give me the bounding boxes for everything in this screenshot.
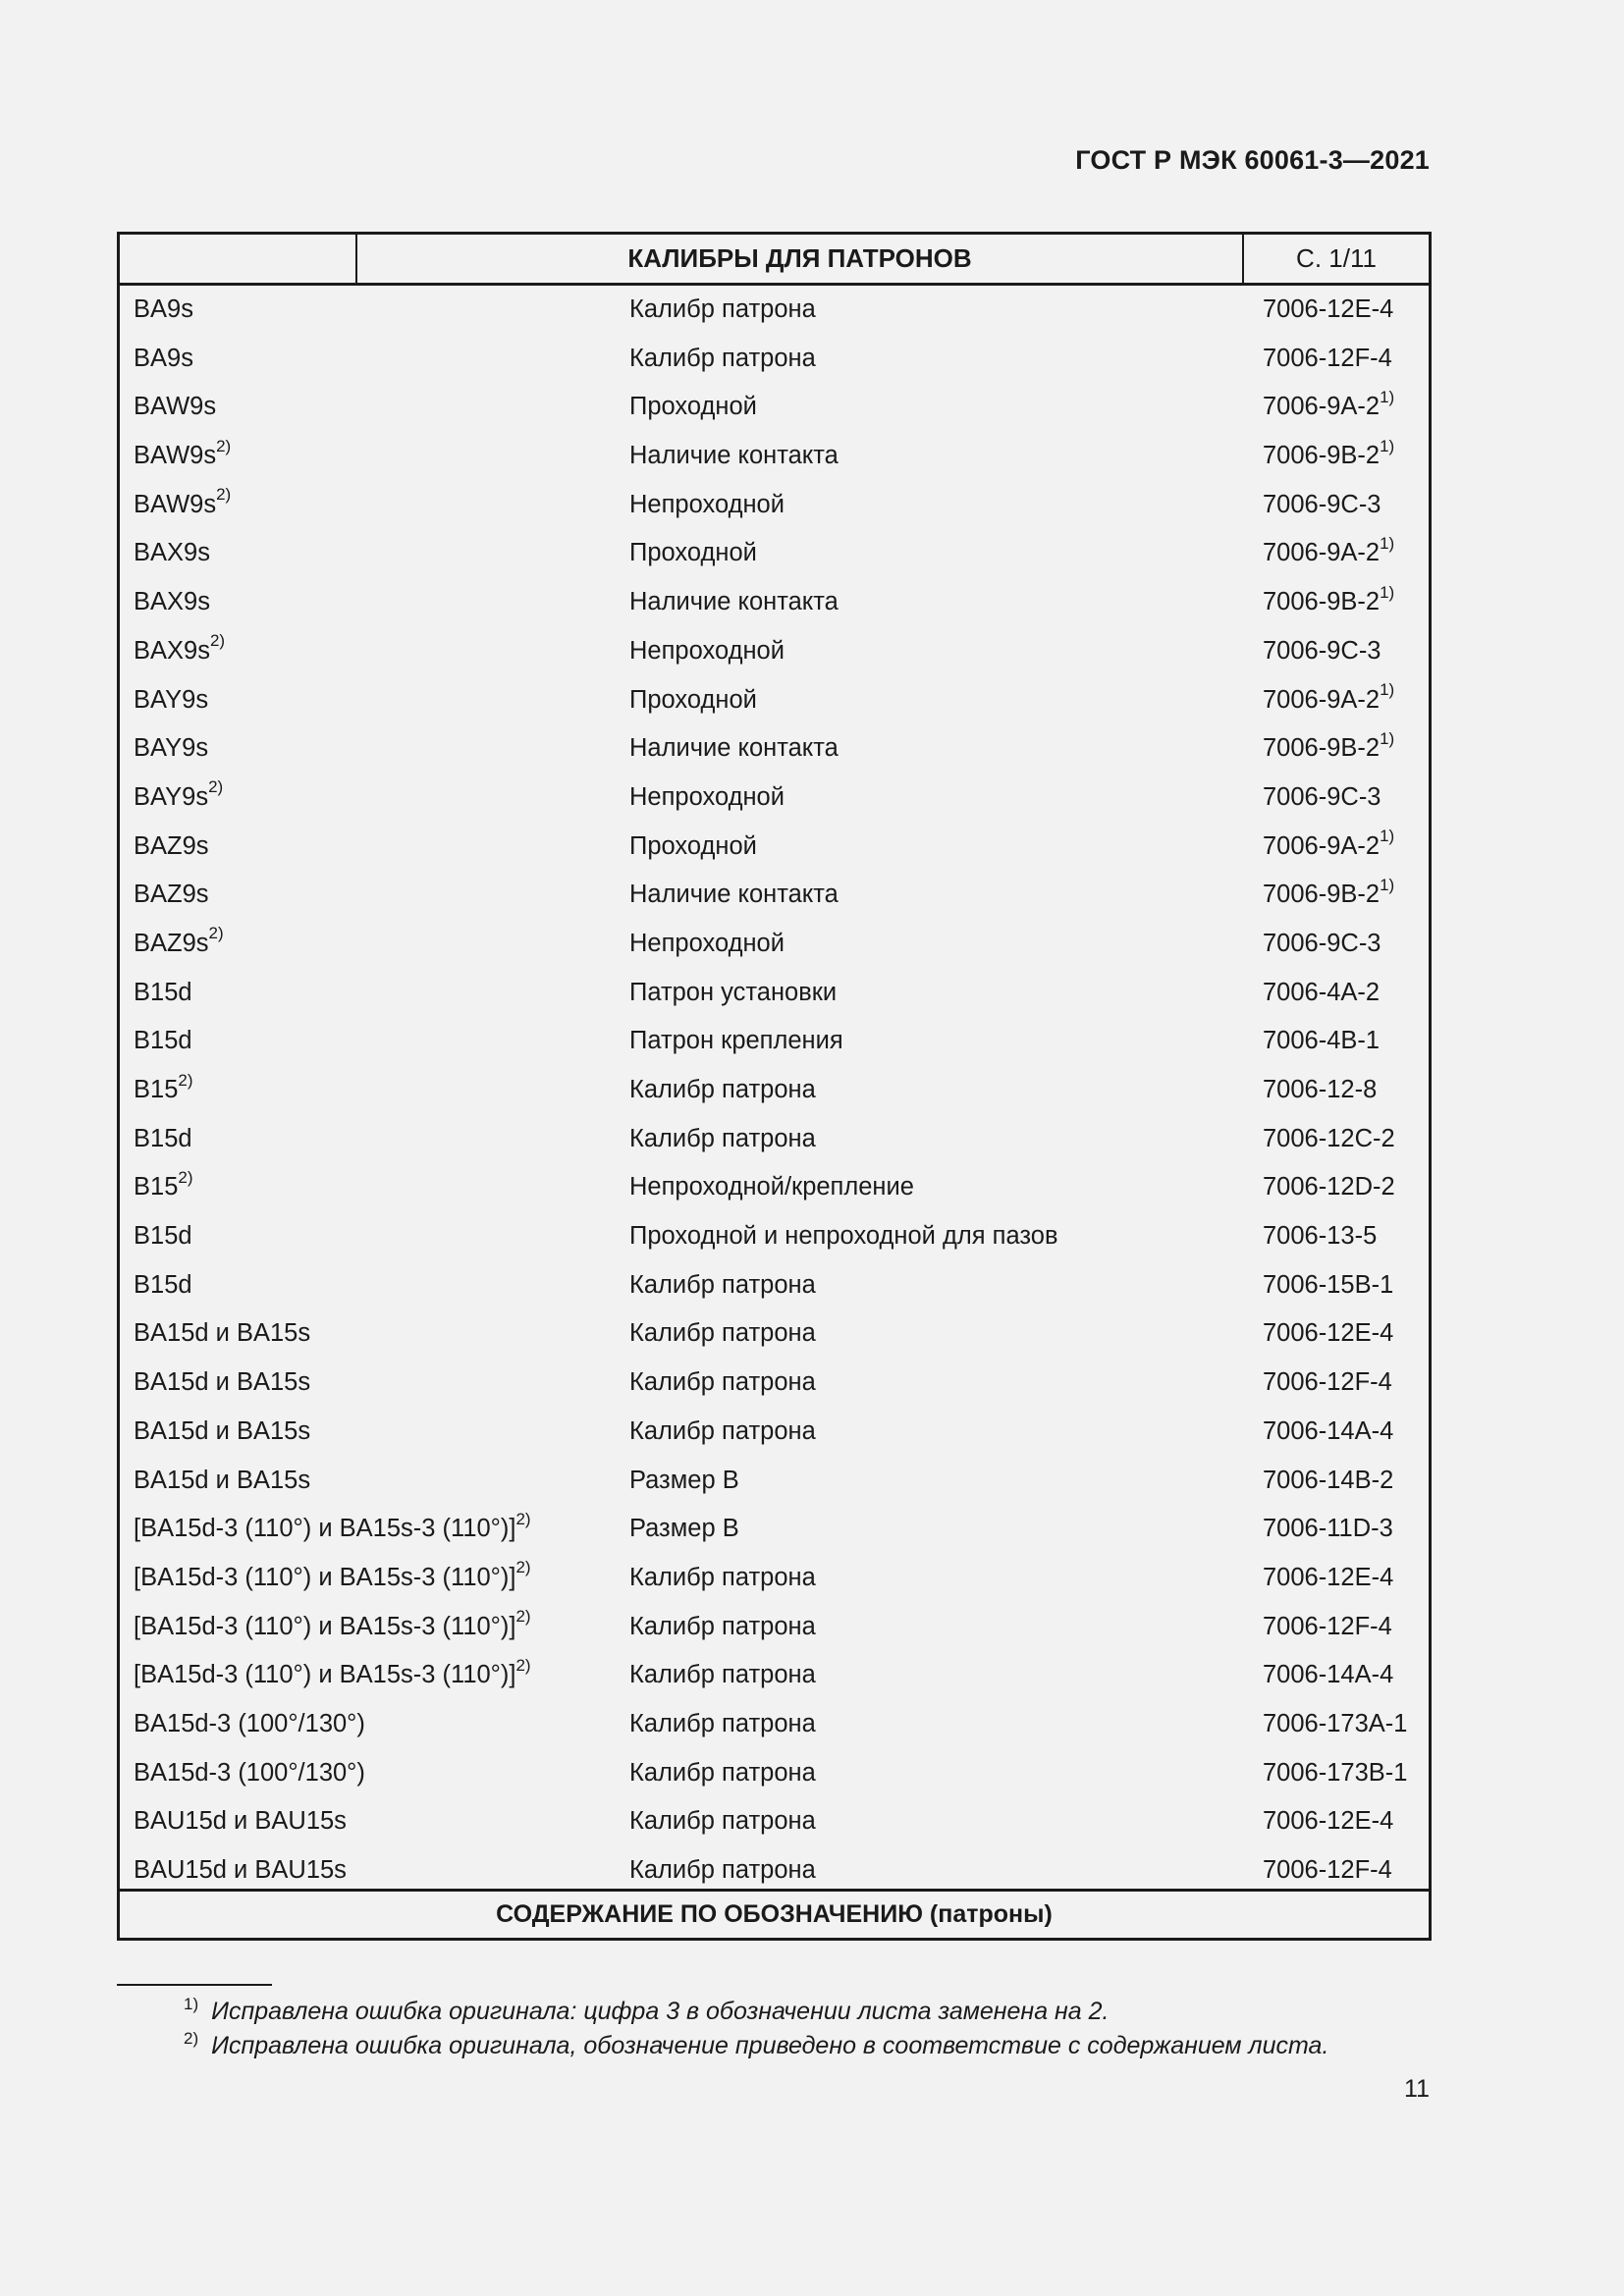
sheet-number-cell [1263, 286, 1393, 335]
cap-designation: BAW9s [134, 393, 217, 421]
sheet-number-cell [1263, 1359, 1392, 1408]
sheet-number: 7006-9B-2 [1263, 588, 1380, 616]
table-row [120, 1359, 1429, 1408]
sheet-number: 7006-11D-3 [1263, 1515, 1393, 1543]
sheet-number-cell [1263, 676, 1394, 725]
cap-designation-cell [134, 1066, 193, 1115]
sheet-number-cell [1263, 1554, 1393, 1603]
table-row [120, 1163, 1429, 1212]
table-row [120, 1457, 1429, 1506]
cap-designation-cell [134, 627, 225, 676]
gauge-description: Проходной и непроходной для пазов [629, 1222, 1058, 1251]
footnote-reference: 2) [178, 1167, 193, 1187]
sheet-number-cell [1263, 1261, 1393, 1310]
gauge-description: Калибр патрона [629, 1416, 816, 1445]
sheet-number: 7006-9C-3 [1263, 490, 1381, 518]
cap-designation: BAY9s [134, 685, 209, 714]
gauge-description: Непроходной [629, 929, 785, 957]
sheet-number: 7006-9B-2 [1263, 442, 1380, 470]
cap-designation-cell [134, 1115, 192, 1164]
cap-designation-cell [134, 529, 210, 578]
cap-designation: [BA15d-3 (110°) и BA15s-3 (110°)] [134, 1612, 516, 1640]
table-header-blank-cell [120, 235, 357, 283]
sheet-number-cell [1263, 1309, 1393, 1359]
cap-designation-cell [134, 969, 192, 1018]
cap-designation: B15d [134, 1270, 192, 1299]
sheet-number-cell [1263, 1212, 1377, 1261]
sheet-number-cell [1263, 383, 1394, 432]
sheet-number-cell [1263, 774, 1381, 823]
sheet-number: 7006-15B-1 [1263, 1270, 1394, 1299]
cap-designation-cell [134, 1749, 365, 1798]
sheet-number: 7006-12F-4 [1263, 344, 1392, 372]
sheet-number: 7006-12F-4 [1263, 1856, 1392, 1884]
gauge-description: Наличие контакта [629, 734, 839, 763]
cap-designation: BAZ9s [134, 929, 209, 957]
cap-designation: BAZ9s [134, 881, 209, 909]
cap-designation-cell [134, 1017, 192, 1066]
gauge-description: Калибр патрона [629, 1807, 816, 1836]
sheet-number-cell [1263, 1749, 1407, 1798]
cap-designation: [BA15d-3 (110°) и BA15s-3 (110°)] [134, 1515, 516, 1543]
gauge-description: Проходной [629, 393, 757, 421]
sheet-number: 7006-9A-2 [1263, 685, 1380, 714]
gauge-description: Размер B [629, 1466, 739, 1494]
cap-designation-cell [134, 383, 216, 432]
footnote-reference: 1) [1380, 728, 1395, 748]
table-row [120, 724, 1429, 774]
sheet-number-cell [1263, 724, 1394, 774]
gauge-description: Непроходной/крепление [629, 1173, 914, 1201]
gauge-description: Калибр патрона [629, 1612, 816, 1640]
sheet-number-cell [1263, 529, 1394, 578]
gauge-description: Калибр патрона [629, 1563, 816, 1591]
cap-designation: BAZ9s [134, 831, 209, 860]
sheet-number-cell [1263, 627, 1381, 676]
footnote-divider [117, 1984, 272, 1986]
table-row [120, 627, 1429, 676]
table-body [120, 286, 1429, 1896]
cap-designation: BA15d и BA15s [134, 1368, 311, 1397]
footnote-reference: 1) [1380, 387, 1395, 406]
cap-designation-cell [134, 823, 209, 872]
sheet-number: 7006-12E-4 [1263, 1807, 1394, 1836]
sheet-number: 7006-9C-3 [1263, 636, 1381, 665]
cap-designation: BA15d-3 (100°/130°) [134, 1758, 365, 1787]
sheet-number: 7006-12E-4 [1263, 1563, 1394, 1591]
sheet-number-cell [1263, 335, 1392, 384]
sheet-number-cell [1263, 1017, 1380, 1066]
sheet-number-cell [1263, 871, 1394, 920]
cap-designation-cell [134, 335, 193, 384]
table-row [120, 823, 1429, 872]
sheet-number: 7006-4B-1 [1263, 1027, 1380, 1055]
sheet-number: 7006-13-5 [1263, 1222, 1378, 1251]
cap-designation: B15d [134, 1027, 192, 1055]
cap-designation-cell [134, 1408, 310, 1457]
cap-designation: BAX9s [134, 588, 210, 616]
sheet-number: 7006-9C-3 [1263, 782, 1381, 811]
sheet-number-cell [1263, 823, 1394, 872]
cap-designation-cell [134, 1797, 347, 1846]
table-row [120, 774, 1429, 823]
gauge-description: Калибр патрона [629, 1661, 816, 1689]
gauge-description: Калибр патрона [629, 1076, 816, 1103]
footnote-reference: 2) [216, 485, 232, 505]
sheet-number: 7006-9A-2 [1263, 393, 1380, 421]
cap-designation: BAW9s [134, 442, 217, 470]
footnote-2 [184, 2029, 1329, 2060]
cap-designation-cell [134, 1359, 310, 1408]
gauge-description: Проходной [629, 685, 757, 714]
cap-designation-cell [134, 1212, 192, 1261]
sheet-number-cell [1263, 1066, 1377, 1115]
sheet-number-cell [1263, 1505, 1393, 1554]
gauge-description: Калибр патрона [629, 1124, 816, 1152]
footnote-mark: 2) [184, 2029, 199, 2048]
sheet-number: 7006-12-8 [1263, 1076, 1378, 1103]
sheet-number: 7006-12F-4 [1263, 1612, 1392, 1640]
footnote-reference: 2) [515, 1509, 531, 1528]
cap-designation: BAX9s [134, 539, 210, 567]
sheet-number: 7006-12C-2 [1263, 1124, 1395, 1152]
gauge-description: Наличие контакта [629, 881, 839, 909]
footnote-text: Исправлена ошибка оригинала: цифра 3 в обозначении листа заменена на 2. [211, 1998, 1110, 2025]
cap-designation: [BA15d-3 (110°) и BA15s-3 (110°)] [134, 1563, 516, 1591]
cap-designation-cell [134, 1505, 531, 1554]
footnote-reference: 2) [515, 1655, 531, 1675]
cap-designation-cell [134, 676, 208, 725]
footnote-reference: 1) [1380, 875, 1395, 894]
gauge-description: Наличие контакта [629, 442, 839, 470]
cap-designation-cell [134, 1603, 531, 1652]
table-row [120, 1309, 1429, 1359]
gauge-description: Калибр патрона [629, 1270, 816, 1299]
cap-designation: BA15d-3 (100°/130°) [134, 1709, 365, 1737]
cap-designation: BA15d и BA15s [134, 1466, 311, 1494]
footnote-reference: 2) [208, 777, 224, 797]
table-row [120, 1651, 1429, 1700]
table-row [120, 676, 1429, 725]
document-header: ГОСТ Р МЭК 60061-3—2021 [1075, 145, 1430, 175]
cap-designation: [BA15d-3 (110°) и BA15s-3 (110°)] [134, 1661, 516, 1689]
footnote-text: Исправлена ошибка оригинала, обозначение приведено в соответствие с содержанием листа. [211, 2032, 1329, 2059]
cap-designation-cell [134, 1554, 531, 1603]
table-row [120, 1797, 1429, 1846]
gauge-description: Калибр патрона [629, 1856, 816, 1884]
sheet-number: 7006-12D-2 [1263, 1173, 1395, 1201]
cap-designation: BAY9s [134, 734, 209, 763]
sheet-number-cell [1263, 1651, 1393, 1700]
sheet-number: 7006-9B-2 [1263, 734, 1380, 763]
cap-designation: B15d [134, 978, 192, 1006]
table-row [120, 1505, 1429, 1554]
sheet-number-cell [1263, 481, 1381, 530]
gauge-description: Калибр патрона [629, 1758, 816, 1787]
table-row [120, 286, 1429, 335]
cap-designation: B15d [134, 1124, 192, 1152]
footnote-reference: 1) [1380, 582, 1395, 602]
table-row [120, 1749, 1429, 1798]
cap-designation: BA9s [134, 295, 193, 323]
gauge-description: Калибр патрона [629, 1368, 816, 1397]
table-row [120, 578, 1429, 627]
sheet-number-cell [1263, 1700, 1407, 1749]
sheet-number-cell [1263, 1797, 1393, 1846]
cap-designation: BAX9s [134, 636, 210, 665]
table-row [120, 1554, 1429, 1603]
cap-designation: BAW9s [134, 490, 217, 518]
gauges-table [117, 232, 1432, 1941]
table-row [120, 969, 1429, 1018]
gauge-description: Непроходной [629, 636, 785, 665]
gauge-description: Калибр патрона [629, 1709, 816, 1737]
cap-designation-cell [134, 481, 231, 530]
cap-designation: BAU15d и BAU15s [134, 1856, 347, 1884]
cap-designation-cell [134, 1261, 192, 1310]
cap-designation: B15d [134, 1222, 192, 1251]
gauge-description: Патрон крепления [629, 1027, 843, 1055]
cap-designation-cell [134, 286, 193, 335]
cap-designation: B15 [134, 1173, 179, 1201]
sheet-number: 7006-14A-4 [1263, 1416, 1394, 1445]
table-row [120, 1261, 1429, 1310]
sheet-number: 7006-9A-2 [1263, 539, 1380, 567]
table-row [120, 1700, 1429, 1749]
sheet-number: 7006-12E-4 [1263, 1319, 1394, 1348]
cap-designation-cell [134, 1163, 193, 1212]
cap-designation: BA9s [134, 344, 193, 372]
sheet-number-cell [1263, 1163, 1395, 1212]
sheet-number: 7006-12E-4 [1263, 295, 1394, 323]
footnote-1 [184, 1995, 1110, 2026]
cap-designation: BA15d и BA15s [134, 1319, 311, 1348]
footnote-reference: 2) [515, 1607, 531, 1627]
table-row [120, 1066, 1429, 1115]
gauge-description: Проходной [629, 539, 757, 567]
table-row [120, 432, 1429, 481]
table-page-reference: С. 1/11 [1296, 243, 1377, 273]
table-row [120, 1017, 1429, 1066]
gauge-description: Непроходной [629, 490, 785, 518]
cap-designation-cell [134, 432, 231, 481]
sheet-number-cell [1263, 432, 1394, 481]
footnote-reference: 2) [208, 924, 224, 943]
sheet-number: 7006-9C-3 [1263, 929, 1381, 957]
table-row [120, 920, 1429, 969]
sheet-number: 7006-9B-2 [1263, 881, 1380, 909]
sheet-number-cell [1263, 920, 1381, 969]
gauge-description: Проходной [629, 831, 757, 860]
cap-designation: BA15d и BA15s [134, 1416, 311, 1445]
footnote-reference: 2) [178, 1070, 193, 1090]
gauge-description: Калибр патрона [629, 295, 816, 323]
gauge-description: Калибр патрона [629, 344, 816, 372]
cap-designation-cell [134, 1309, 310, 1359]
cap-designation-cell [134, 871, 209, 920]
sheet-number-cell [1263, 578, 1394, 627]
cap-designation-cell [134, 578, 210, 627]
cap-designation-cell [134, 724, 208, 774]
footnote-reference: 1) [1380, 680, 1395, 699]
sheet-number-cell [1263, 969, 1380, 1018]
table-row [120, 1408, 1429, 1457]
sheet-number: 7006-9A-2 [1263, 831, 1380, 860]
cap-designation: BAU15d и BAU15s [134, 1807, 347, 1836]
sheet-number: 7006-14B-2 [1263, 1466, 1394, 1494]
cap-designation: B15 [134, 1076, 179, 1103]
sheet-number-cell [1263, 1603, 1392, 1652]
sheet-number: 7006-12F-4 [1263, 1368, 1392, 1397]
footnote-mark: 1) [184, 1995, 199, 2013]
gauge-description: Патрон установки [629, 978, 838, 1006]
page-number: 11 [1404, 2075, 1430, 2103]
cap-designation-cell [134, 1700, 365, 1749]
footnote-reference: 2) [209, 631, 226, 651]
sheet-number-cell [1263, 1457, 1393, 1506]
sheet-number-cell [1263, 1115, 1395, 1164]
table-row [120, 1603, 1429, 1652]
cap-designation: BAY9s [134, 782, 209, 811]
cap-designation-cell [134, 774, 223, 823]
footnote-reference: 2) [515, 1558, 531, 1577]
footnote-reference: 1) [1380, 827, 1395, 846]
gauge-description: Размер B [629, 1515, 739, 1543]
table-header [120, 235, 1429, 286]
sheet-number: 7006-14A-4 [1263, 1661, 1394, 1689]
table-row [120, 335, 1429, 384]
gauge-description: Калибр патрона [629, 1319, 816, 1348]
sheet-number: 7006-173A-1 [1263, 1709, 1408, 1737]
cap-designation-cell [134, 1651, 531, 1700]
table-row [120, 383, 1429, 432]
table-row [120, 871, 1429, 920]
table-footer: СОДЕРЖАНИЕ ПО ОБОЗНАЧЕНИЮ (патроны) [120, 1889, 1429, 1938]
sheet-number-cell [1263, 1408, 1393, 1457]
table-title: КАЛИБРЫ ДЛЯ ПАТРОНОВ [357, 235, 1244, 283]
footnote-reference: 2) [216, 436, 232, 455]
footnote-reference: 1) [1380, 533, 1395, 553]
table-row [120, 529, 1429, 578]
gauge-description: Непроходной [629, 782, 785, 811]
table-row [120, 1212, 1429, 1261]
cap-designation-cell [134, 920, 224, 969]
table-row [120, 1115, 1429, 1164]
sheet-number: 7006-4A-2 [1263, 978, 1380, 1006]
cap-designation-cell [134, 1457, 310, 1506]
sheet-number: 7006-173B-1 [1263, 1758, 1408, 1787]
gauge-description: Наличие контакта [629, 588, 839, 616]
footnote-reference: 1) [1380, 436, 1395, 455]
table-row [120, 481, 1429, 530]
